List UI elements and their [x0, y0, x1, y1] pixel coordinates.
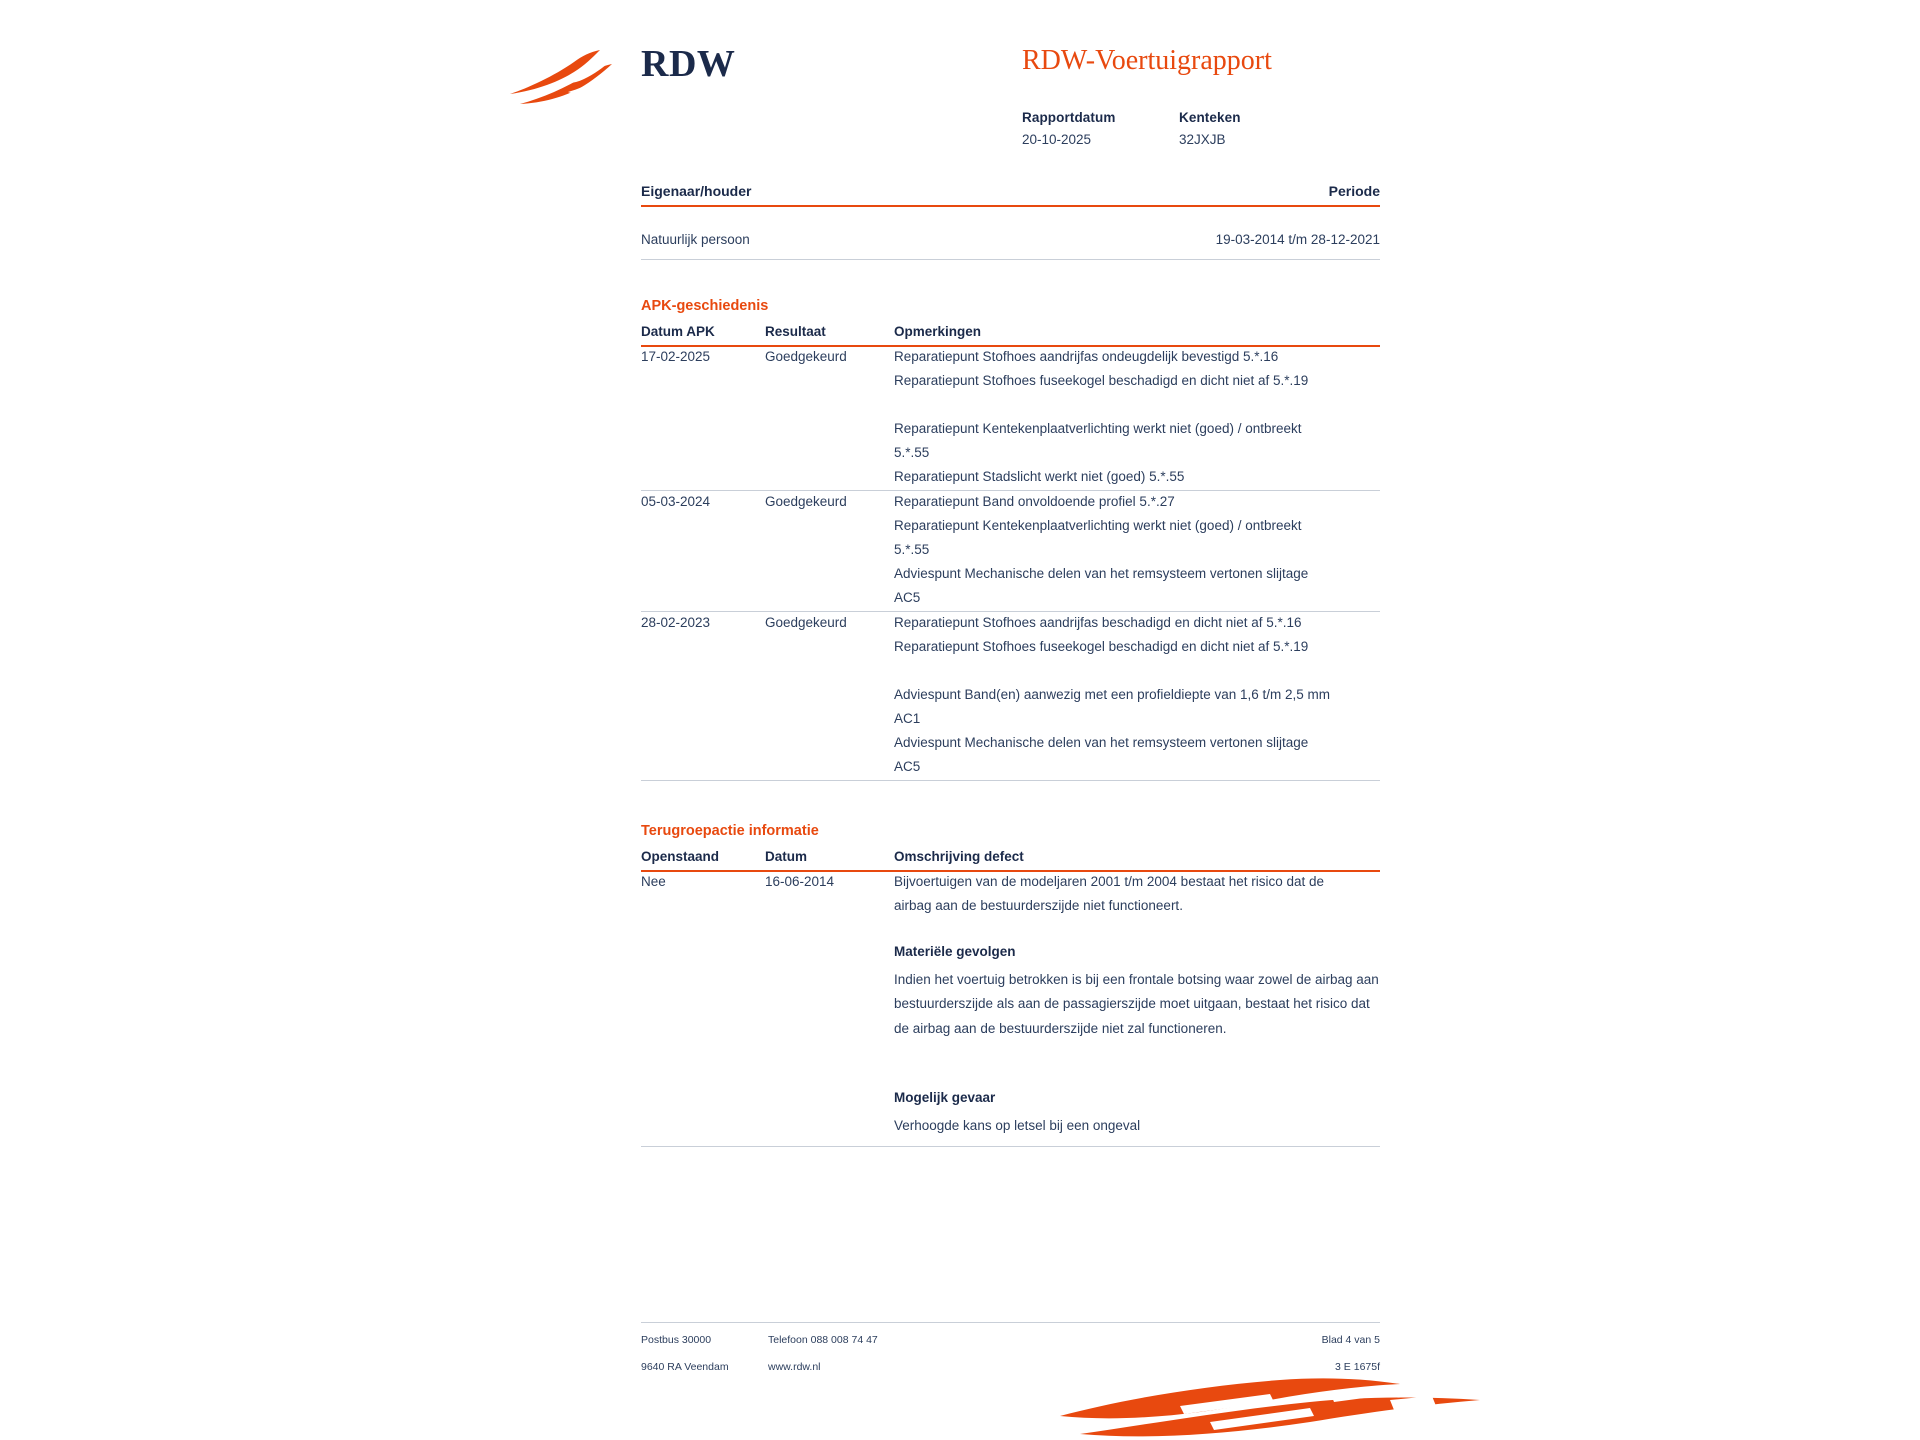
- apk-col-date: Datum APK: [641, 324, 715, 339]
- footer-address-line2: 9640 RA Veendam: [641, 1361, 729, 1373]
- apk-section-title: APK-geschiedenis: [641, 298, 769, 314]
- apk-col-result: Resultaat: [765, 324, 826, 339]
- owner-period-value: 19-03-2014 t/m 28-12-2021: [1215, 232, 1380, 247]
- apk-col-remarks: Opmerkingen: [894, 324, 982, 339]
- licence-block: [1179, 110, 1241, 147]
- apk-row-remark: Adviespunt Mechanische delen van het remsysteem vertonen slijtage AC5: [894, 735, 1309, 775]
- recall-danger-heading: Mogelijk gevaar: [894, 1090, 996, 1105]
- report-date-label: Rapportdatum: [1022, 110, 1116, 125]
- report-meta: [1022, 110, 1442, 147]
- apk-row-remark: Reparatiepunt Stofhoes fuseekogel beschadigd en dicht niet af 5.*.19: [894, 639, 1309, 654]
- recall-section-title: Terugroepactie informatie: [641, 823, 819, 839]
- recall-material-heading: Materiële gevolgen: [894, 944, 1016, 959]
- owner-heading: Eigenaar/houder: [641, 183, 752, 199]
- footer-doc-code: 3 E 1675f: [1335, 1361, 1380, 1373]
- page-title: RDW-Voertuigrapport: [1022, 45, 1272, 76]
- recall-col-open: Openstaand: [641, 849, 720, 864]
- report-date-block: [1022, 110, 1179, 147]
- recall-open-value: Nee: [641, 874, 666, 889]
- apk-section-bottom-rule: [641, 780, 1380, 781]
- apk-row-remark: Reparatiepunt Kentekenplaatverlichting werkt niet (goed) / ontbreekt 5.*.55: [894, 518, 1302, 558]
- apk-row-result: Goedgekeurd: [765, 494, 847, 509]
- apk-row-remark: Reparatiepunt Stofhoes aandrijfas ondeugdelijk bevestigd 5.*.16: [894, 349, 1279, 364]
- apk-row-date: 05-03-2024: [641, 494, 711, 509]
- footer-address-line1: Postbus 30000: [641, 1334, 712, 1346]
- apk-row-date: 28-02-2023: [641, 615, 711, 630]
- recall-section-bottom-rule: [641, 1146, 1380, 1147]
- footer-page-info: Blad 4 van 5: [1321, 1334, 1380, 1346]
- recall-description: Bijvoertuigen van de modeljaren 2001 t/m 2004 bestaat het risico dat de airbag aan de bestuurderszijde niet functioneert.: [894, 874, 1325, 914]
- recall-material-text: Indien het voertuig betrokken is bij een frontale botsing waar zowel de airbag aan bestuurderszijde als aan de passagierszijde moet uitgaan, bestaat het risico dat de airbag aan de bestuurderszijde niet zal functioneren.: [894, 972, 1379, 1036]
- apk-row-remark: Reparatiepunt Stofhoes fuseekogel beschadigd en dicht niet af 5.*.19: [894, 373, 1309, 388]
- owner-section-bottom-rule: [641, 259, 1380, 260]
- footer-phone: Telefoon 088 008 74 47: [768, 1334, 878, 1346]
- report-date-value: 20-10-2025: [1022, 132, 1092, 147]
- licence-label: Kenteken: [1179, 110, 1241, 125]
- apk-row-result: Goedgekeurd: [765, 615, 847, 630]
- recall-date-value: 16-06-2014: [765, 874, 835, 889]
- apk-row-remark: Reparatiepunt Kentekenplaatverlichting werkt niet (goed) / ontbreekt 5.*.55: [894, 421, 1302, 461]
- apk-row-remark: Reparatiepunt Stadslicht werkt niet (goed) 5.*.55: [894, 469, 1185, 484]
- apk-row-remark: Reparatiepunt Stofhoes aandrijfas beschadigd en dicht niet af 5.*.16: [894, 615, 1302, 630]
- apk-row-date: 17-02-2025: [641, 349, 711, 364]
- footer-rule: [641, 1322, 1380, 1323]
- recall-col-date: Datum: [765, 849, 808, 864]
- apk-row-remark: Reparatiepunt Band onvoldoende profiel 5.*.27: [894, 494, 1175, 509]
- owner-type-value: Natuurlijk persoon: [641, 232, 750, 247]
- apk-row-result: Goedgekeurd: [765, 349, 847, 364]
- recall-col-description: Omschrijving defect: [894, 849, 1024, 864]
- brand-name: RDW: [641, 43, 736, 85]
- apk-row-remark: Adviespunt Band(en) aanwezig met een profieldiepte van 1,6 t/m 2,5 mm AC1: [894, 687, 1330, 727]
- licence-value: 32JXJB: [1179, 132, 1226, 147]
- rdw-swoosh-logo-icon: [508, 48, 618, 110]
- owner-section-rule: [641, 205, 1380, 207]
- apk-row-remark: Adviespunt Mechanische delen van het remsysteem vertonen slijtage AC5: [894, 566, 1309, 606]
- recall-danger-text: Verhoogde kans op letsel bij een ongeval: [894, 1118, 1141, 1133]
- rdw-footer-stripes-icon: [1060, 1372, 1490, 1440]
- period-heading: Periode: [1328, 183, 1380, 199]
- footer-website[interactable]: www.rdw.nl: [768, 1361, 821, 1373]
